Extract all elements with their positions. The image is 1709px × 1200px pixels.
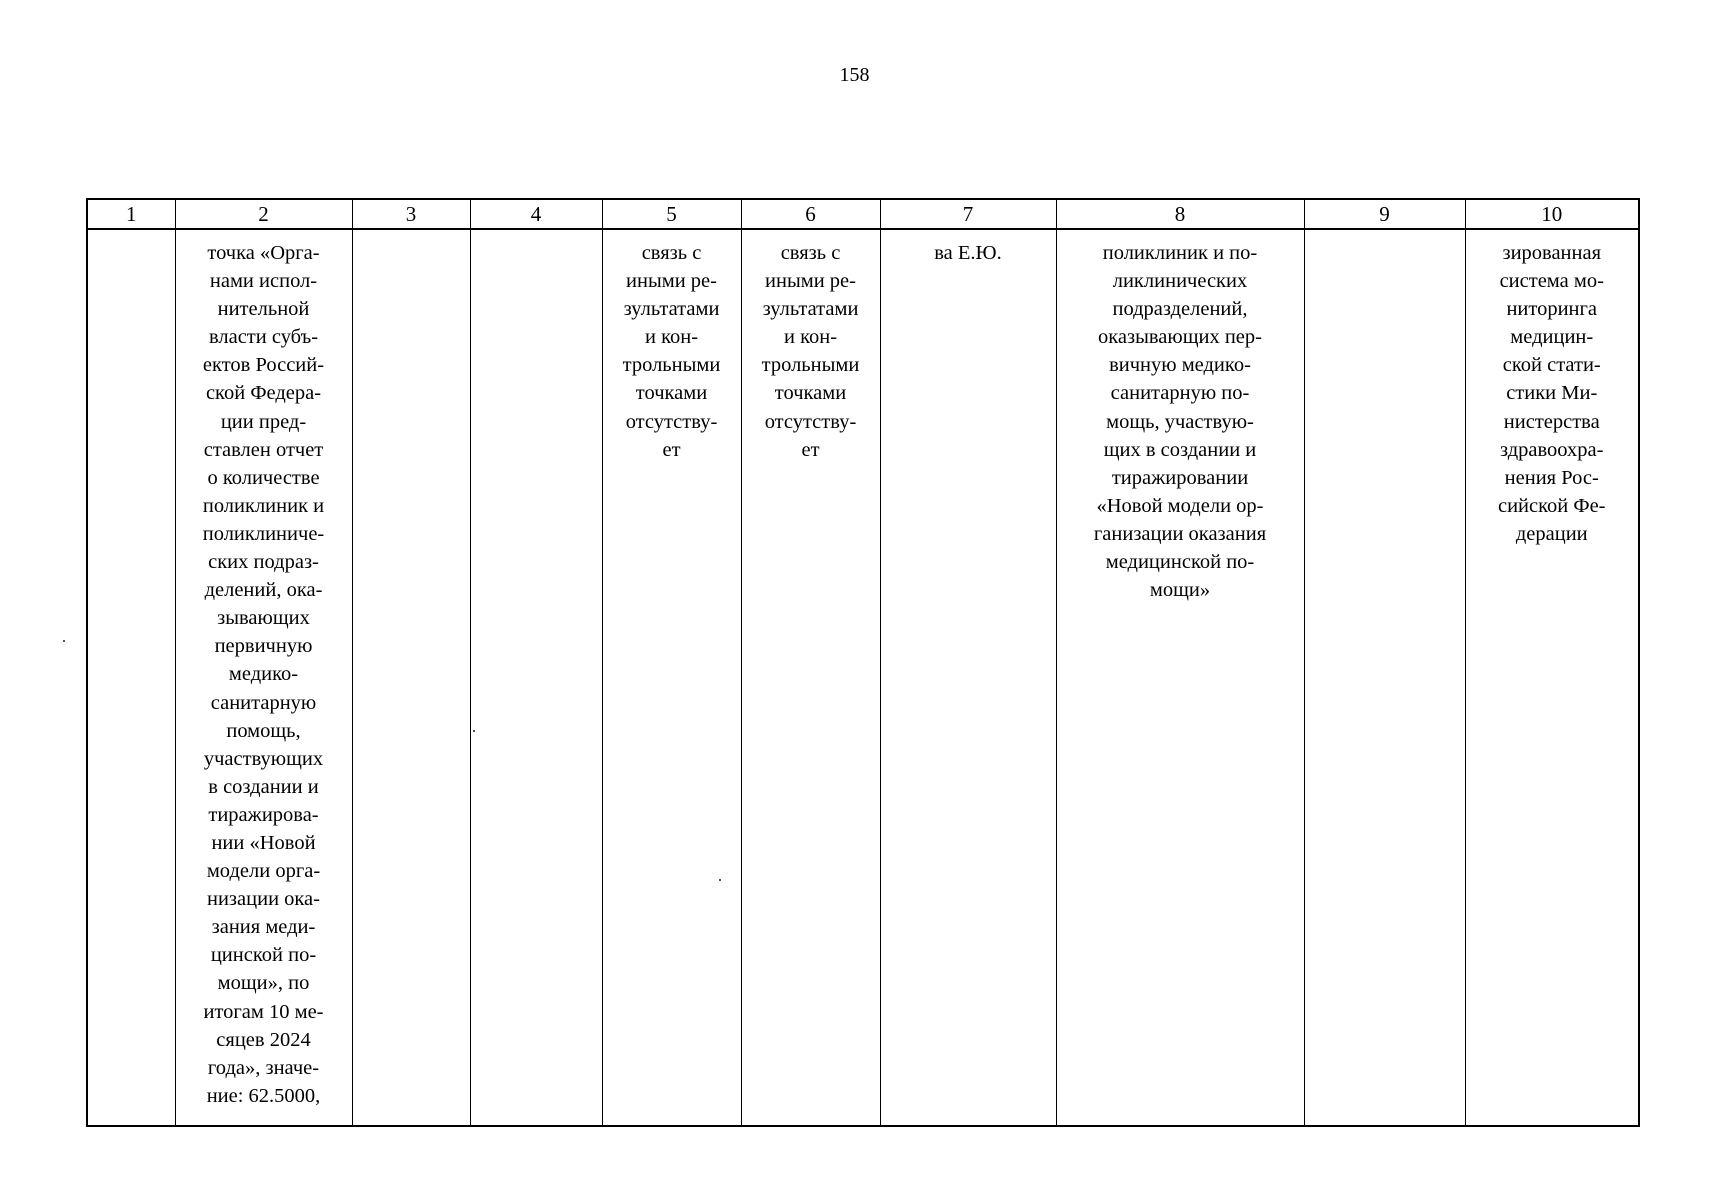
column-header-9: 9 [1304,199,1465,229]
cell-text-line: дерации [1515,522,1588,545]
cell-text-line: ва Е.Ю. [934,242,1002,264]
cell-text-line: поликлиник и [202,494,325,517]
column-header-4: 4 [470,199,602,229]
cell-text-line: года», значе- [207,1056,320,1079]
column-header-1: 1 [87,199,175,229]
cell-text-line: сяцев 2024 [216,1028,311,1051]
table-cell-col-3 [352,229,470,1126]
cell-text-line: щих в создании и [1103,438,1257,461]
cell-text-line: итогам 10 ме- [203,1000,324,1023]
cell-text-line: подразделений, [1112,298,1248,321]
page-number: 158 [839,64,870,86]
cell-text-line: ции пред- [220,410,307,433]
table-cell-col-2 [175,229,352,1126]
cell-text-line: нительной [217,298,310,321]
header-row [87,199,1639,229]
table-cell-col-8 [1056,229,1304,1126]
table-cell-col-10 [1465,229,1639,1126]
cell-text-line: ет [801,438,820,461]
cell-text-line: мощи» [1149,579,1211,602]
column-header-3: 3 [352,199,470,229]
cell-text-line: нения Рос- [1504,466,1599,489]
column-header-10: 10 [1465,199,1639,229]
cell-text-line: нистерства [1503,410,1600,433]
document-table [86,198,1640,1127]
cell-text-line: зультатами [623,298,720,321]
cell-text-line: связь с [780,242,841,264]
cell-text-line: мощь, участвую- [1106,410,1254,433]
cell-text-line: ской Федера- [205,382,322,405]
cell-text-line: и кон- [644,326,699,349]
cell-text-line: о количестве [207,466,320,489]
column-header-7: 7 [880,199,1056,229]
cell-text-line: санитарную по- [1110,382,1250,405]
table-cell-col-4 [470,229,602,1126]
cell-text-line: точками [774,382,847,405]
cell-text-line: точками [635,382,708,405]
cell-text-line: ниторинга [1506,298,1598,321]
table-row [87,229,1639,1126]
cell-text-line: медицин- [1510,326,1594,349]
cell-text-line: зания меди- [211,916,316,939]
cell-text-line: поликлиник и по- [1102,242,1258,264]
column-header-8: 8 [1056,199,1304,229]
column-header-5: 5 [602,199,741,229]
cell-text-line: мощи», по [217,972,310,995]
cell-text-line: сийской Фе- [1497,494,1606,517]
cell-text-line: иными ре- [626,270,717,293]
cell-text-line: трольными [622,354,721,377]
cell-text-line: медицинской по- [1105,551,1255,574]
cell-text-line: помощь, [226,719,301,742]
column-header-6: 6 [741,199,880,229]
cell-text-line: отсутству- [764,410,857,433]
cell-text-line: модели орга- [206,860,321,883]
table-cell-col-7 [880,229,1056,1126]
cell-text-line: и кон- [783,326,838,349]
cell-text-line: ставлен отчет [203,438,324,461]
cell-text-line: зультатами [762,298,859,321]
cell-text-line: низации ока- [206,888,320,911]
cell-text-line: зывающих [217,607,310,630]
cell-text-line: цинской по- [210,944,317,967]
cell-text-line: ганизации оказания [1093,522,1267,545]
cell-text-line: тиражировании [1111,466,1249,489]
cell-text-line: нами испол- [209,270,318,293]
cell-text-line: ликлинических [1112,270,1248,293]
cell-text-line: ской стати- [1502,354,1601,377]
table-cell-col-6 [741,229,880,1126]
cell-text-line: зированная [1502,242,1602,264]
scan-speck [473,730,475,732]
cell-text-line: делений, ока- [204,579,323,602]
cell-text-line: ских подраз- [208,551,319,574]
table-cell-col-9 [1304,229,1465,1126]
cell-text-line: оказывающих пер- [1098,326,1262,349]
cell-text-line: участвующих [203,747,324,770]
cell-text-line: первичную [214,635,313,658]
cell-text-line: нии «Новой [211,831,316,854]
cell-text-line: медико- [228,663,299,686]
cell-text-line: ние: 62.5000, [206,1084,321,1107]
cell-text-line: санитарную [210,691,317,714]
cell-text-line: «Новой модели ор- [1096,494,1264,517]
cell-text-line: тиражирова- [208,803,319,826]
cell-text-line: иными ре- [765,270,856,293]
cell-text-line: трольными [761,354,860,377]
cell-text-line: ектов Россий- [202,354,325,377]
cell-text-line: поликлиниче- [202,522,325,545]
cell-text-line: в создании и [208,775,319,798]
cell-text-line: власти субъ- [208,326,319,349]
scan-speck [719,879,721,881]
table-cell-col-5 [602,229,741,1126]
scan-speck [63,640,65,642]
cell-text-line: отсутству- [625,410,718,433]
cell-text-line: точка «Орга- [207,242,320,264]
cell-text-line: вичную медико- [1109,354,1251,377]
cell-text-line: стики Ми- [1506,382,1598,405]
cell-text-line: ет [662,438,681,461]
column-header-2: 2 [175,199,352,229]
cell-text-line: здравоохра- [1500,438,1604,461]
cell-text-line: система мо- [1499,270,1604,293]
table-cell-col-1 [87,229,175,1126]
cell-text-line: связь с [641,242,702,264]
